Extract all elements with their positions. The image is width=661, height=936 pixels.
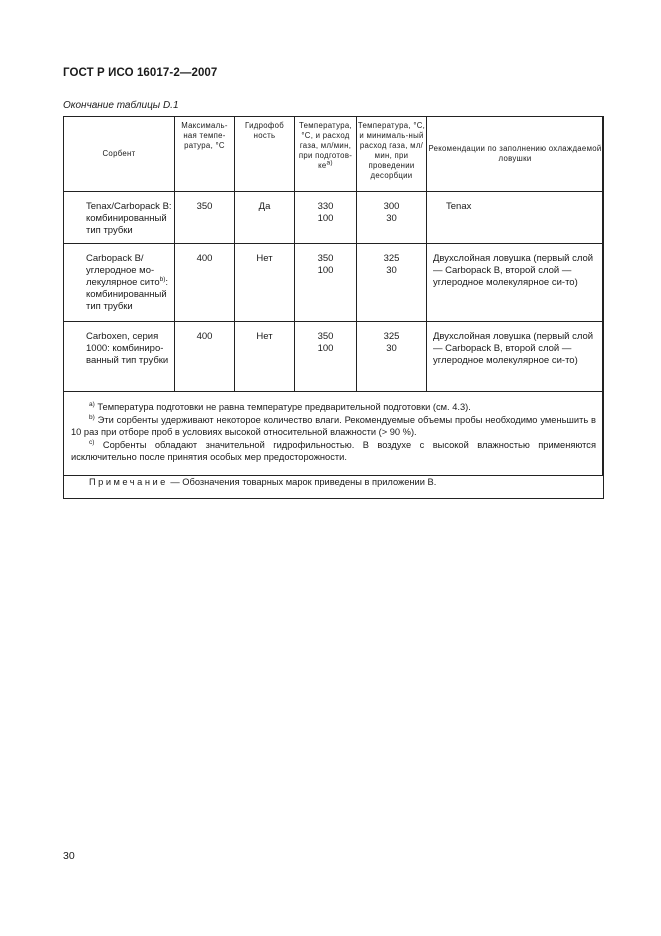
sorbent-table — [63, 116, 604, 499]
note-label: Примечание — [89, 476, 168, 487]
table-row — [64, 244, 604, 322]
header-temp-prep — [295, 117, 357, 192]
cell-hydrophobic: Нет — [235, 244, 295, 322]
header-temp-desorb: Температура, °С, и минималь-ный расход газа, мл/мин, при проведении десорбции — [357, 117, 427, 192]
sorbent-footnote-mark: b) — [159, 275, 166, 283]
desorb-flow: 30 — [386, 343, 397, 354]
cell-recommendation: Tenax — [427, 192, 604, 244]
prep-temp: 350 — [317, 253, 334, 264]
footnote-c — [71, 439, 596, 464]
document-title: ГОСТ Р ИСО 16017-2—2007 — [63, 67, 218, 79]
header-max-temp: Максималь-ная темпе-ратура, °С — [175, 117, 235, 192]
cell-recommendation: Двухслойная ловушка (первый слой — Carbopack В, второй слой — углеродное молекулярное си-то) — [427, 322, 604, 392]
cell-desorb — [357, 192, 427, 244]
prep-flow: 100 — [317, 343, 334, 354]
sorbent-name-tail: : комбинированный тип трубки — [86, 277, 169, 312]
cell-sorbent — [64, 322, 175, 392]
footnote-text: Температура подготовки не равна температуре предварительной подготовки (см. 4.3). — [97, 402, 471, 412]
sorbent-name: Tenax/Carbopack B: комбинированный тип трубки — [86, 201, 172, 236]
footnote-a — [71, 401, 596, 414]
footnote-mark: c) — [89, 438, 95, 446]
table-note — [71, 476, 596, 489]
header-hydrophobic: Гидрофоб ность — [235, 117, 295, 192]
prep-temp: 350 — [317, 331, 334, 342]
footnote-mark: b) — [89, 413, 95, 421]
header-temp-prep-footnote-mark: а) — [326, 159, 333, 167]
cell-sorbent — [64, 192, 175, 244]
table-notes-row — [64, 392, 604, 499]
table-header-row — [64, 117, 604, 192]
table-row — [64, 322, 604, 392]
note-text: — Обозначения товарных марок приведены в приложении В. — [167, 476, 437, 487]
desorb-temp: 325 — [383, 253, 400, 264]
prep-flow: 100 — [317, 213, 334, 224]
cell-sorbent — [64, 244, 175, 322]
sorbent-name: Carbopack B/углеродное мо-лекулярное сито — [86, 253, 160, 288]
cell-prep — [295, 322, 357, 392]
desorb-flow: 30 — [386, 265, 397, 276]
page-number: 30 — [63, 850, 75, 862]
cell-prep — [295, 192, 357, 244]
footnote-mark: а) — [89, 400, 95, 408]
cell-hydrophobic: Нет — [235, 322, 295, 392]
header-recommendations: Рекомендации по заполнению охлаждаемой ловушки — [427, 117, 604, 192]
prep-flow: 100 — [317, 265, 334, 276]
desorb-flow: 30 — [386, 213, 397, 224]
sorbent-name: Carboxen, серия 1000: комбиниро-ванный тип трубки — [86, 331, 169, 366]
cell-max-temp: 400 — [175, 244, 235, 322]
cell-max-temp: 350 — [175, 192, 235, 244]
cell-desorb — [357, 322, 427, 392]
cell-recommendation: Двухслойная ловушка (первый слой — Carbopack В, второй слой — углеродное молекулярное си-то) — [427, 244, 604, 322]
desorb-temp: 325 — [383, 331, 400, 342]
footnote-text: Эти сорбенты удерживают некоторое количество влаги. Рекомендуемые объемы пробы необходимо уменьшить в 10 раз при отборе проб в условиях высокой относительной влажности (> 90 %). — [71, 414, 596, 437]
desorb-temp: 300 — [383, 201, 400, 212]
table-row — [64, 192, 604, 244]
cell-hydrophobic: Да — [235, 192, 295, 244]
header-sorbent: Сорбент — [64, 117, 175, 192]
cell-prep — [295, 244, 357, 322]
footnote-b — [71, 414, 596, 439]
cell-desorb — [357, 244, 427, 322]
cell-max-temp: 400 — [175, 322, 235, 392]
footnote-text: Сорбенты обладают значительной гидрофильностью. В воздухе с высокой влажностью применяются исключительно после принятия особых мер предосторожности. — [71, 439, 596, 462]
header-temp-prep-text: Температура, °С, и расход газа, мл/мин, при подготов-ке — [298, 121, 353, 170]
table-notes — [64, 392, 604, 499]
prep-temp: 330 — [317, 201, 334, 212]
table-caption: Окончание таблицы D.1 — [63, 100, 179, 111]
